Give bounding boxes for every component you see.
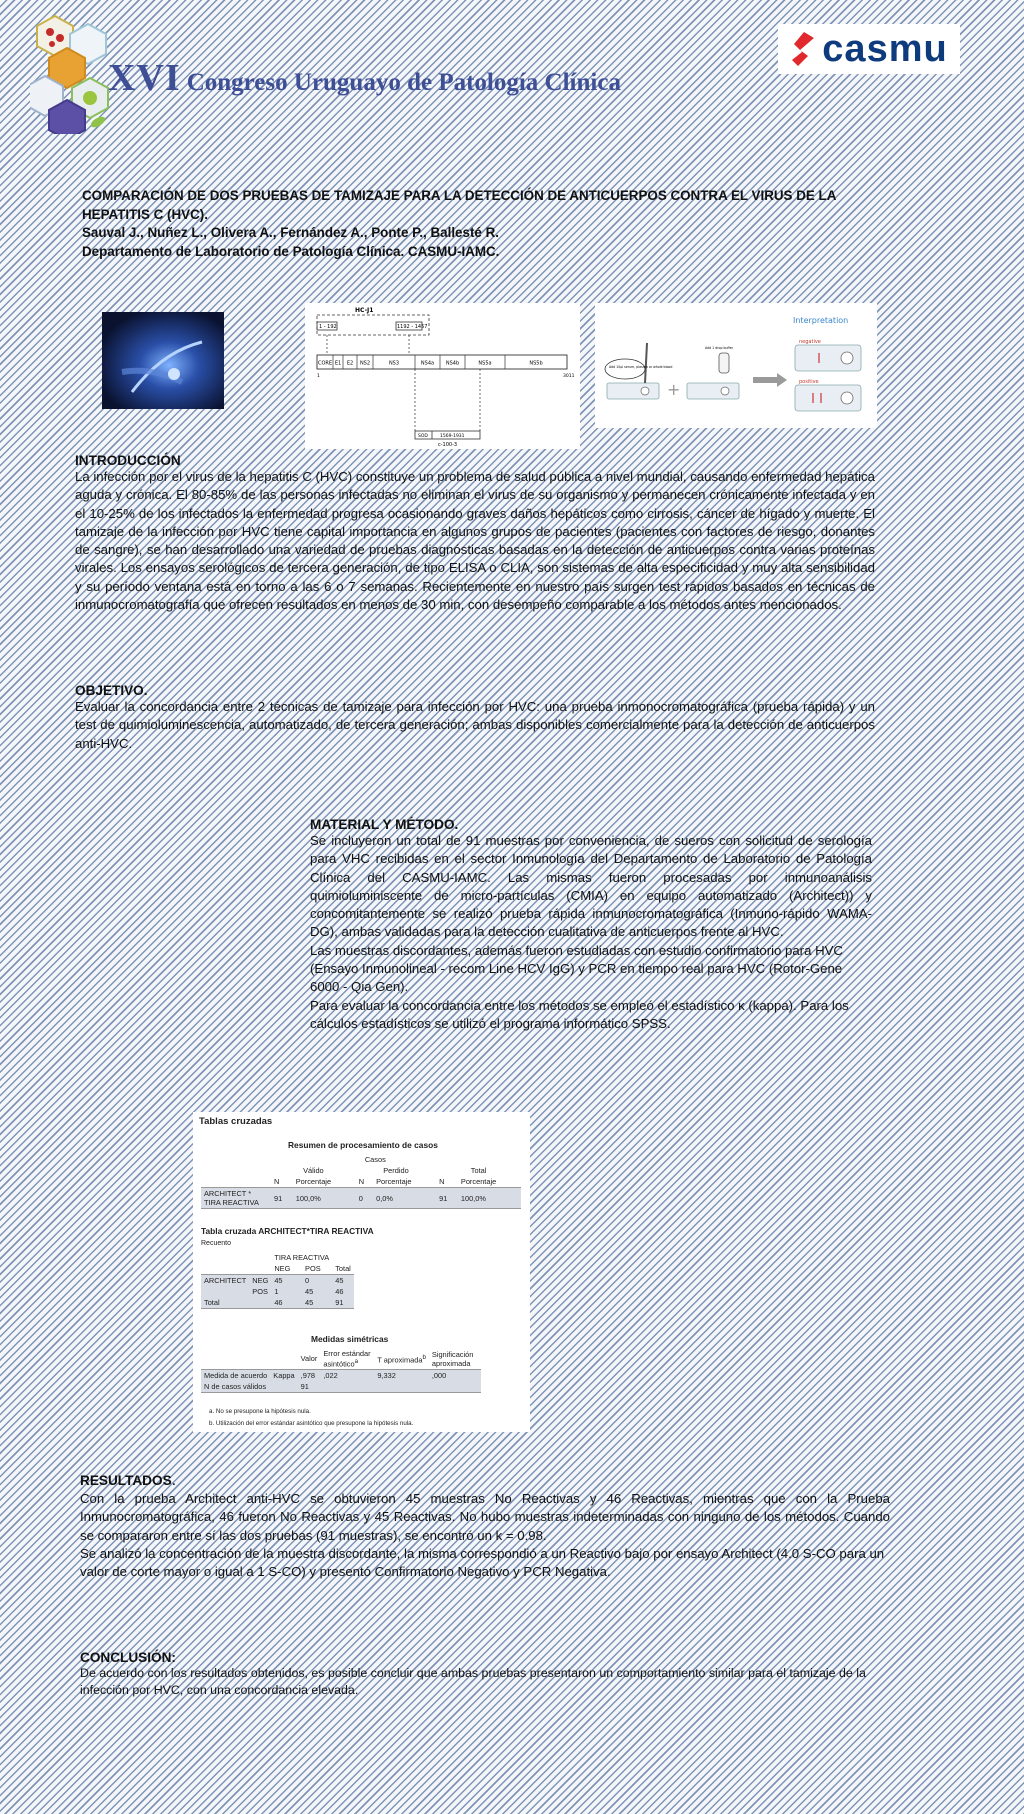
spss-output-tables	[193, 1112, 530, 1432]
diagram-bottom-label: c-100-3	[438, 442, 458, 448]
buffer-label: Add 1 drop buffer	[705, 346, 733, 350]
cross-table	[201, 1252, 354, 1309]
conclusion-section	[80, 1650, 890, 1699]
sym-sig: Significación aproximada	[431, 1349, 474, 1368]
cross-row1-label: POS	[252, 1287, 268, 1296]
cross-pos-head: POS	[305, 1264, 321, 1273]
sym-k2: 9,332	[377, 1371, 396, 1381]
note-a: a. No se presupone la hipótesis nula.	[209, 1408, 311, 1415]
summary-row-label: ARCHITECT * TIRA REACTIVA	[204, 1189, 259, 1207]
introduction-text: La infección por el virus de la hepatitis C (HVC) constituye un problema de salud pública a nivel mundial, causando enfermedad hepática aguda y crónica. El 80-85% de las personas infectadas no eliminan el virus de su organismo y permanecen crónicamente infectada y en el 10-25% de los infectados la enfermedad progresa ocasionando graves daños hepáticos como cirrosis, cáncer de hígado y muerte. El tamizaje de la infección por HVC tiene capital importancia en algunos grupos de pacientes (pacientes con factores de riesgo, donantes de sangre), se han desarrollado una variedad de pruebas diagnósticas basadas en la detección de anticuerpos contra varias proteínas virales. Los ensayos serológicos de tercera generación, de tipo ELISA o CLIA, son sistemas de alta especificidad y muy alta sensibilidad y su período ventana está en torno a las 6 o 7 semanas. Recientemente en nuestro país surgen test rápidos basados en técnicas de inmunocromatografía que ofrecen resultados en menos de 30 min, con desempeño comparable a los métodos antes mencionados.	[75, 469, 875, 613]
negative-label: negative	[799, 339, 821, 345]
results-section	[80, 1472, 890, 1581]
spss-heading: Tablas cruzadas	[199, 1116, 273, 1127]
positive-label: positive	[799, 379, 819, 385]
congress-number: XVI	[108, 57, 181, 99]
diagram-end: 3011	[563, 374, 575, 379]
summary-n2: N	[358, 1177, 365, 1186]
sym-k0: ,978	[300, 1371, 316, 1381]
results-title-dot: .	[171, 1472, 177, 1489]
genome-segment-label: E1	[334, 360, 342, 367]
summary-total: Total	[470, 1166, 487, 1175]
diagram-range2: 1192 - 1457	[397, 324, 428, 330]
paper-authors: Sauval J., Nuñez L., Olivera A., Fernández A., Ponte P., Ballesté R.	[82, 225, 499, 240]
cross-recuento: Recuento	[201, 1240, 231, 1247]
conclusion-title: CONCLUSIÓN:	[80, 1650, 176, 1665]
summary-perdido: Perdido	[383, 1166, 409, 1175]
method-section	[310, 817, 872, 1033]
paper-affiliation: Departamento de Laboratorio de Patología Clínica. CASMU-IAMC.	[82, 243, 500, 259]
summary-val-5: 100,0%	[460, 1193, 486, 1203]
cross-row0-v1: 0	[305, 1276, 310, 1285]
sym-table	[201, 1348, 481, 1393]
summary-title: Resumen de procesamiento de casos	[288, 1140, 438, 1150]
congress-name: Congreso Uruguayo de Patología Clínica	[186, 69, 621, 96]
paper-title: COMPARACIÓN DE DOS PRUEBAS DE TAMIZAJE PARA LA DETECCIÓN DE ANTICUERPOS CONTRA EL VIRUS DE LA HEPATITIS C (HVC).	[82, 188, 836, 222]
cross-tira: TIRA REACTIVA	[274, 1253, 330, 1262]
sym-valor: Valor	[300, 1354, 318, 1364]
introduction-section	[75, 453, 875, 614]
casmu-logo-text: casmu	[822, 27, 948, 70]
cross-title: Tabla cruzada ARCHITECT*TIRA REACTIVA	[201, 1226, 374, 1236]
sym-err-sup: a	[354, 1358, 359, 1365]
congress-title	[108, 56, 621, 100]
objective-title: OBJETIVO.	[75, 683, 148, 698]
method-paragraph-2: Las muestras discordantes, además fueron estudiadas con estudio confirmatorio para HVC (Ensayo Inmunolineal - recom Line HCV IgG) y PCR en tiempo real para HVC (Rotor-Gene 6000 - Qia Gen).	[310, 942, 843, 995]
conclusion-text: De acuerdo con los resultados obtenidos, es posible concluir que ambas pruebas presentaron un comportamiento similar para el tamizaje de la infección por HVC, con una concordancia elevada.	[80, 1666, 866, 1697]
sym-k1: ,022	[323, 1371, 338, 1381]
sym-err: Error estándar asintótico	[323, 1349, 371, 1369]
sym-k3: ,000	[431, 1371, 447, 1381]
method-title: MATERIAL Y MÉTODO.	[310, 817, 459, 832]
diagram-range1: 1 - 192	[319, 324, 337, 330]
diagram-top-label: HC-J1	[355, 307, 374, 314]
hcv-genome-diagram	[305, 303, 580, 449]
summary-val-2: 0	[358, 1193, 363, 1203]
sym-title: Medidas simétricas	[311, 1334, 389, 1344]
cross-row0-label: NEG	[252, 1276, 269, 1285]
objective-text: Evaluar la concordancia entre 2 técnicas de tamizaje para infección por HVC: una prueba inmonocromatográfica (prueba rápida) y un test de quimioluminescencia, automatizado, de tercera generación; ambas disponibles comercialmente para la detección de anticuerpos anti-HVC.	[75, 699, 875, 751]
summary-pct1: Porcentaje	[295, 1177, 332, 1186]
genome-segment-label: NS5a	[478, 360, 492, 367]
cross-row2-v0: 46	[274, 1298, 283, 1307]
summary-casos: Casos	[364, 1155, 386, 1164]
cross-row2-v1: 45	[305, 1298, 314, 1307]
cross-row0-v2: 45	[335, 1276, 344, 1285]
cross-row0-v0: 45	[274, 1276, 283, 1285]
summary-val-4: 91	[439, 1193, 448, 1203]
cross-row1-v1: 45	[305, 1287, 314, 1296]
genome-segment-label: NS4b	[445, 360, 460, 367]
results-paragraph-1: Con la prueba Architect anti-HVC se obtuvieron 45 muestras No Reactivas y 46 Reactivas, mientras que con la Prueba Inmunocromatográfica, 46 fueron No Reactivas y 45 Reactivas. No hubo muestras indeterminadas con ninguno de los métodos. Cuando se compararon entre sí las dos pruebas (91 muestras), se encontró un k = 0.98.	[80, 1491, 890, 1543]
sym-medida: Medida de acuerdo	[204, 1371, 268, 1381]
summary-pct2: Porcentaje	[376, 1177, 412, 1186]
cross-row1-v0: 1	[274, 1287, 279, 1296]
casmu-logo	[778, 24, 960, 74]
rapid-test-figure	[595, 303, 877, 428]
method-paragraph-3: Para evaluar la concordancia entre los métodos se empleó el estadístico κ (kappa). Para los cálculos estadísticos se utilizó el programa informático SPSS.	[310, 997, 849, 1031]
sym-t-sup: b	[422, 1353, 426, 1361]
diagram-box-a: SOD	[418, 434, 428, 439]
sym-nvalid-val: 91	[300, 1382, 309, 1392]
results-paragraph-2: Se analizó la concentración de la muestra discordante, la misma correspondió a un Reactivo bajo por ensayo Architect (4.0 S-CO para un valor de corte mayor o igual a 1 S-CO) y presentó Confirmatorio Negativo y PCR Negativa.	[80, 1545, 885, 1580]
summary-n3: N	[439, 1177, 445, 1186]
sym-nvalid: N de casos válidos	[204, 1382, 267, 1392]
results-title: RESULTADOS	[80, 1473, 172, 1488]
summary-table	[201, 1154, 521, 1209]
genome-segment-label: E2	[346, 360, 354, 367]
genome-segment-label: NS3	[388, 360, 400, 367]
cross-row2-label: Total	[204, 1298, 220, 1307]
note-b: b. Utilización del error estándar asintótico que presupone la hipótesis nula.	[209, 1420, 414, 1427]
cross-neg-head: NEG	[274, 1264, 291, 1273]
paper-header	[82, 187, 882, 261]
sym-kappa: Kappa	[273, 1371, 295, 1381]
summary-val-0: 91	[274, 1193, 283, 1203]
cross-total-head: Total	[335, 1264, 351, 1273]
sym-t: T aproximada	[377, 1354, 423, 1364]
genome-segment-label: CORE	[317, 360, 333, 367]
objective-section	[75, 683, 875, 753]
congress-logo	[30, 14, 120, 134]
summary-valido: Válido	[303, 1166, 324, 1175]
casmu-mark-icon	[790, 32, 816, 66]
summary-val-1: 100,0%	[295, 1193, 321, 1203]
lab-photo	[102, 312, 224, 409]
diagram-start: 1	[317, 374, 320, 379]
cross-row2-v2: 91	[335, 1298, 344, 1307]
genome-segment-label: NS4a	[420, 360, 435, 367]
diagram-box-b: 1569-1931	[440, 434, 465, 439]
cross-architect: ARCHITECT	[204, 1276, 247, 1285]
summary-pct3: Porcentaje	[460, 1177, 497, 1186]
genome-segment-label: NS5b	[529, 360, 543, 367]
summary-val-3: 0,0%	[376, 1193, 393, 1203]
summary-n1: N	[274, 1177, 280, 1186]
svg-text:+: +	[667, 380, 681, 399]
introduction-title: INTRODUCCIÓN	[75, 453, 181, 468]
interpretation-label: Interpretation	[793, 316, 849, 325]
cross-row1-v2: 46	[335, 1287, 344, 1296]
genome-segment-label: NS2	[359, 360, 371, 367]
method-paragraph-1: Se incluyeron un total de 91 muestras por conveniencia, de sueros con solicitud de serología para VHC recibidas en el sector Inmunología del Departamento de Laboratorio de Patología Clínica del CASMU-IAMC. Las mismas fueron procesadas por inmunoanálisis quimioluminiscente de micro-partículas (CMIA) en equipo automatizado (Architect)) y concomitantemente se realizó prueba rápida inmunocromatográfica (Inmuno-rápido WAMA-DG), ambas validadas para la detección cualitativa de anticuerpos frente al HVC.	[310, 833, 872, 940]
sample-label: Add 10μl serum, plasma or whole blood	[609, 365, 673, 369]
